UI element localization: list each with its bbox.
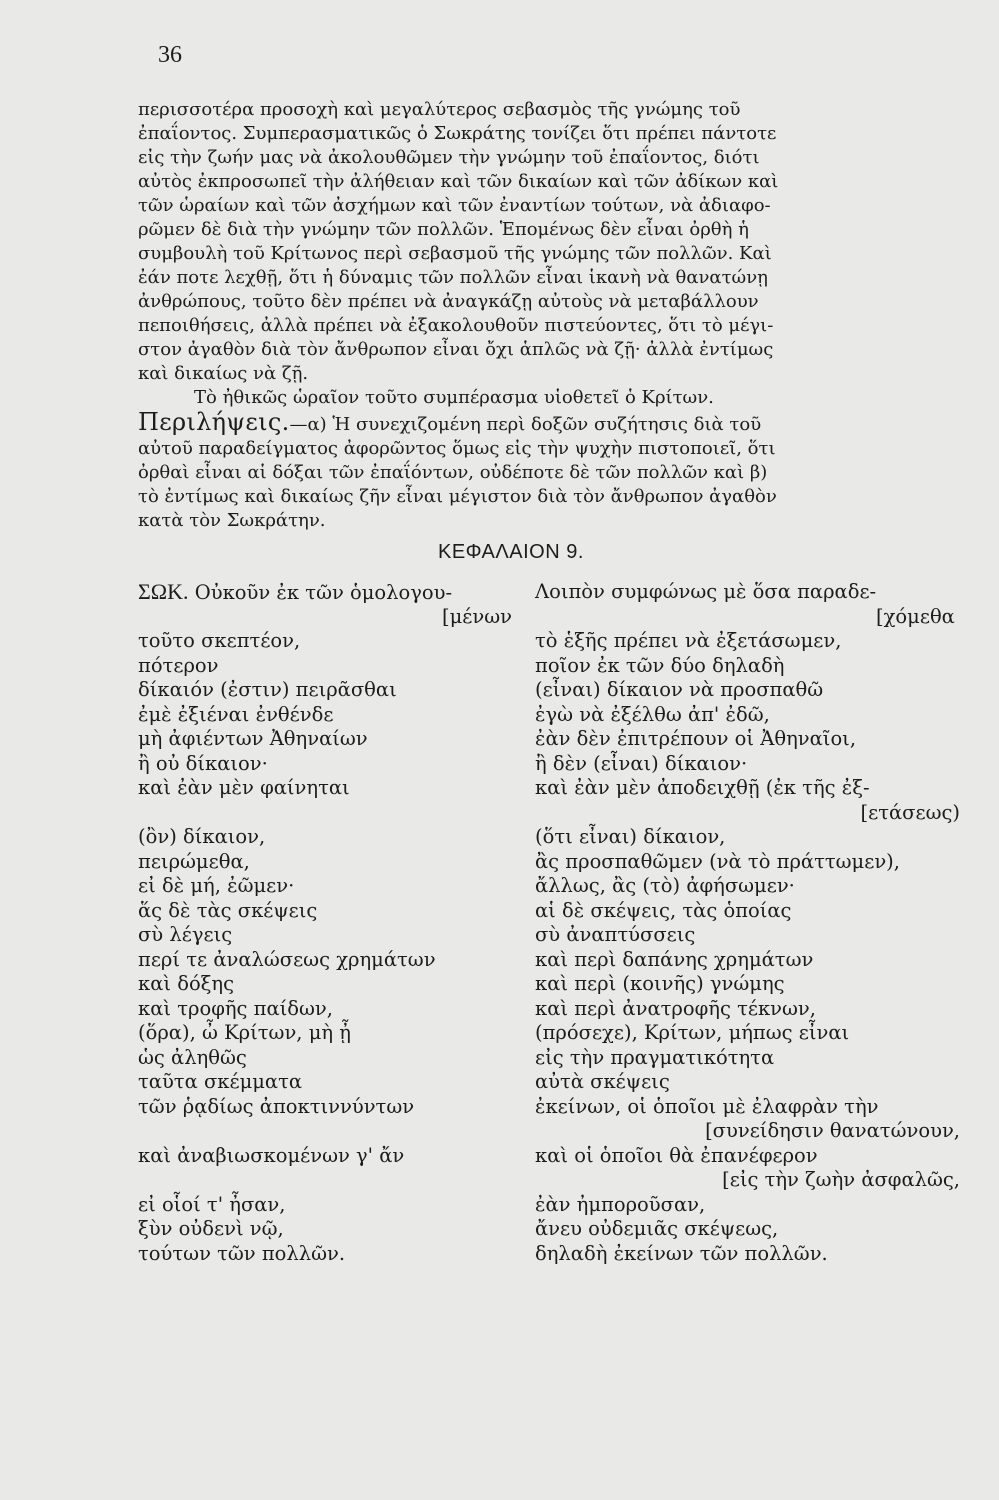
parallel-row xyxy=(138,678,960,703)
parallel-row xyxy=(138,1119,960,1144)
parallel-row xyxy=(138,899,960,924)
intro-line: εἰς τὴν ζωήν μας νὰ ἀκολουθῶμεν τὴν γνώμην τοῦ ἐπαΐοντος, διότι xyxy=(138,147,760,168)
ancient-text: ταῦτα σκέμματα xyxy=(138,1070,303,1093)
perilipsis-line: τὸ ἐντίμως καὶ δικαίως ζῆν εἶναι μέγιστον διὰ τὸν ἄνθρωπον ἀγαθὸν xyxy=(138,486,777,507)
parallel-row xyxy=(138,874,960,899)
parallel-row xyxy=(138,850,960,875)
translation-text: (ὅτι εἶναι) δίκαιον, xyxy=(535,825,726,848)
ancient-text: καὶ τροφῆς παίδων, xyxy=(138,996,333,1020)
ancient-text: ἅς δὲ τὰς σκέψεις xyxy=(138,898,318,922)
parallel-row xyxy=(138,1144,960,1169)
parallel-left-continuation: [μένων xyxy=(442,604,512,628)
parallel-row xyxy=(138,727,960,752)
ancient-text: τοῦτο σκεπτέον, xyxy=(138,629,301,652)
parallel-row xyxy=(138,1070,960,1095)
parallel-row xyxy=(138,997,960,1022)
translation-text: αὐτὰ σκέψεις xyxy=(535,1070,670,1093)
parallel-right-continuation: [χόμεθα xyxy=(876,604,955,628)
intro-line: ἐπαΐοντος. Συμπερασματικῶς ὁ Σωκράτης τονίζει ὅτι πρέπει πάντοτε xyxy=(138,123,777,144)
ancient-text: εἰ δὲ μή, ἐῶμεν· xyxy=(138,874,295,897)
ancient-text: πειρώμεθα, xyxy=(138,849,250,873)
translation-text: αἱ δὲ σκέψεις, τὰς ὁποίας xyxy=(535,898,792,922)
translation-text: ἐὰν δὲν ἐπιτρέπουν οἱ Ἀθηναῖοι, xyxy=(535,727,857,750)
intro-line: συμβουλὴ τοῦ Κρίτωνος περὶ σεβασμοῦ τῆς γνώμης τῶν πολλῶν. Καὶ xyxy=(138,243,772,264)
intro-line: περισσοτέρα προσοχὴ καὶ μεγαλύτερος σεβασμὸς τῆς γνώμης τοῦ xyxy=(138,99,741,120)
parallel-row xyxy=(138,1242,960,1267)
ancient-text: τούτων τῶν πολλῶν. xyxy=(138,1241,346,1265)
translation-text: ἢ δὲν (εἶναι) δίκαιον· xyxy=(535,751,748,775)
perilipsis-line: κατὰ τὸν Σωκράτην. xyxy=(138,510,326,531)
translation-text: [ετάσεως) xyxy=(860,800,960,824)
parallel-row xyxy=(138,923,960,948)
parallel-left-first xyxy=(138,580,452,606)
translation-text: ποῖον ἐκ τῶν δύο δηλαδὴ xyxy=(535,653,785,677)
ancient-text: ὡς ἀληθῶς xyxy=(138,1045,247,1069)
parallel-right-first: Λοιπὸν συμφώνως μὲ ὅσα παραδε- xyxy=(535,580,877,603)
ancient-text: καὶ δόξης xyxy=(138,972,235,995)
parallel-row xyxy=(138,1217,960,1242)
intro-line: πεποιθήσεις, ἀλλὰ πρέπει νὰ ἐξακολουθοῦν πιστεύοντες, ὅτι τὸ μέγι- xyxy=(138,315,774,336)
perilipsis-heading: Περιλήψεις. xyxy=(138,408,290,436)
translation-text: εἰς τὴν πραγματικότητα xyxy=(535,1045,775,1069)
ancient-text: ξὺν οὐδενὶ νῷ, xyxy=(138,1217,284,1240)
intro-line: ἀνθρώπους, τοῦτο δὲν πρέπει νὰ ἀναγκάζῃ αὐτοὺς νὰ μεταβάλλουν xyxy=(138,291,759,312)
ancient-text: καὶ ἐὰν μὲν φαίνηται xyxy=(138,776,350,799)
translation-text: καὶ οἱ ὁποῖοι θὰ ἐπανέφερον xyxy=(535,1143,818,1167)
ancient-text: περί τε ἀναλώσεως χρημάτων xyxy=(138,947,436,971)
perilipsis-line: ὀρθαὶ εἶναι αἱ δόξαι τῶν ἐπαΐόντων, οὐδέποτε δὲ τῶν πολλῶν καὶ β) xyxy=(138,462,768,483)
ancient-text: δίκαιόν (ἐστιν) πειρᾶσθαι xyxy=(138,678,397,701)
intro-line: τῶν ὡραίων καὶ τῶν ἀσχήμων καὶ τῶν ἐναντίων τούτων, νὰ ἀδιαφο- xyxy=(138,195,771,216)
ancient-text: ἐμὲ ἐξιέναι ἐνθένδε xyxy=(138,702,334,726)
translation-text: (πρόσεχε), Κρίτων, μήπως εἶναι xyxy=(535,1021,850,1044)
intro-line: στον ἀγαθὸν διὰ τὸν ἄνθρωπον εἶναι ὄχι ἁπλῶς νὰ ζῇ· ἀλλὰ ἐντίμως xyxy=(138,339,774,360)
intro-line: ρῶμεν δὲ διὰ τὴν γνώμην τῶν πολλῶν. Ἑπομένως δὲν εἶναι ὀρθὴ ἡ xyxy=(138,219,749,240)
ancient-text: μὴ ἀφιέντων Ἀθηναίων xyxy=(138,727,368,750)
ancient-text: σὺ λέγεις xyxy=(138,923,233,946)
parallel-row xyxy=(138,629,960,654)
translation-text: (εἶναι) δίκαιον νὰ προσπαθῶ xyxy=(535,678,824,701)
translation-text: ἄνευ οὐδεμιᾶς σκέψεως, xyxy=(535,1217,779,1240)
translation-text: ἂς προσπαθῶμεν (νὰ τὸ πράττωμεν), xyxy=(535,849,900,873)
intro-line: ἐάν ποτε λεχθῇ, ὅτι ἡ δύναμις τῶν πολλῶν εἶναι ἱκανὴ νὰ θανατώνῃ xyxy=(138,267,768,288)
translation-text: τὸ ἑξῆς πρέπει νὰ ἐξετάσωμεν, xyxy=(535,629,842,652)
page-number: 36 xyxy=(158,42,182,68)
parallel-row xyxy=(138,1193,960,1218)
parallel-row xyxy=(138,1046,960,1071)
parallel-row xyxy=(138,654,960,679)
translation-text: [συνείδησιν θανατώνουν, xyxy=(705,1119,960,1142)
perilipsis-section xyxy=(138,410,960,533)
translation-text: σὺ ἀναπτύσσεις xyxy=(535,923,696,946)
parallel-text xyxy=(138,580,960,1266)
ancient-text: εἰ οἷοί τ' ἦσαν, xyxy=(138,1192,286,1216)
parallel-rows xyxy=(138,629,960,1266)
translation-text: [εἰς τὴν ζωὴν ἀσφαλῶς, xyxy=(722,1168,960,1191)
parallel-row xyxy=(138,1021,960,1046)
parallel-row xyxy=(138,972,960,997)
ancient-text: πότερον xyxy=(138,653,219,677)
parallel-row xyxy=(138,776,960,801)
parallel-row xyxy=(138,703,960,728)
parallel-row xyxy=(138,801,960,826)
intro-line: Τὸ ἠθικῶς ὡραῖον τοῦτο συμπέρασμα υἱοθετεῖ ὁ Κρίτων. xyxy=(194,387,714,408)
parallel-continuation-row xyxy=(138,605,960,630)
parallel-row xyxy=(138,825,960,850)
perilipsis-line: αὐτοῦ παραδείγματος ἀφορῶντος ὅμως εἰς τὴν ψυχὴν πιστοποιεῖ, ὅτι xyxy=(138,438,776,459)
parallel-row xyxy=(138,1095,960,1120)
translation-text: καὶ περὶ δαπάνης χρημάτων xyxy=(535,947,814,971)
perilipsis-first-line-text: —α) Ἡ συνεχιζομένη περὶ δοξῶν συζήτησις διὰ τοῦ xyxy=(289,414,762,435)
parallel-left-first-text: Οὐκοῦν ἐκ τῶν ὁμολογου- xyxy=(194,581,453,604)
translation-text: ἄλλως, ἂς (τὸ) ἀφήσωμεν· xyxy=(535,874,795,897)
translation-text: καὶ περὶ (κοινῆς) γνώμης xyxy=(535,972,785,995)
parallel-row xyxy=(138,752,960,777)
ancient-text: καὶ ἀναβιωσκομένων γ' ἄν xyxy=(138,1143,405,1167)
perilipsis-lines xyxy=(138,437,960,533)
parallel-row xyxy=(138,948,960,973)
ancient-text: τῶν ῥᾳδίως ἀποκτιννύντων xyxy=(138,1094,415,1118)
speaker-label: ΣΩΚ. xyxy=(138,579,189,604)
translation-text: καὶ ἐὰν μὲν ἀποδειχθῇ (ἐκ τῆς ἐξ- xyxy=(535,776,870,799)
intro-line: αὐτὸς ἐκπροσωπεῖ τὴν ἀλήθειαν καὶ τῶν δικαίων καὶ τῶν ἀδίκων καὶ xyxy=(138,171,779,192)
perilipsis-first-line xyxy=(138,410,960,437)
intro-paragraph xyxy=(138,98,960,410)
ancient-text: ἢ οὐ δίκαιον· xyxy=(138,751,268,775)
ancient-text: (ὅρα), ὦ Κρίτων, μὴ ᾖ xyxy=(138,1021,351,1044)
translation-text: καὶ περὶ ἀνατροφῆς τέκνων, xyxy=(535,996,816,1020)
translation-text: ἐγὼ νὰ ἐξέλθω ἀπ' ἐδῶ, xyxy=(535,702,770,726)
intro-line: καὶ δικαίως νὰ ζῇ. xyxy=(138,363,309,384)
translation-text: ἐκείνων, οἱ ὁποῖοι μὲ ἐλαφρὰν τὴν xyxy=(535,1094,879,1118)
parallel-row xyxy=(138,1168,960,1193)
chapter-title: ΚΕΦΑΛΑΙΟΝ 9. xyxy=(438,541,584,563)
parallel-first-row xyxy=(138,580,960,605)
ancient-text: (ὂν) δίκαιον, xyxy=(138,825,266,848)
translation-text: ἐὰν ἠμποροῦσαν, xyxy=(535,1192,706,1216)
translation-text: δηλαδὴ ἐκείνων τῶν πολλῶν. xyxy=(535,1241,828,1265)
